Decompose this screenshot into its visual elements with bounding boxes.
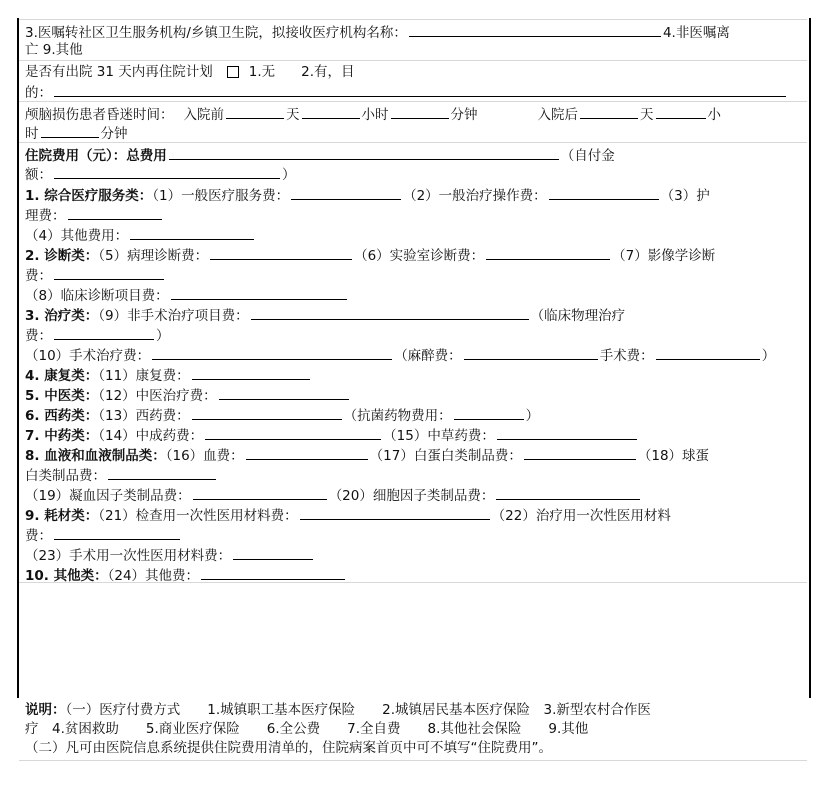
general-treatment-fee-label: （2）一般治疗操作费： [403,188,547,204]
discharge-other: 亡 9.其他 [25,42,83,58]
category-8-line-2 [25,465,807,484]
readmit-purpose-field[interactable] [54,82,786,97]
coma-day-unit: 天 [640,107,654,123]
self-pay-field[interactable] [54,164,280,179]
physio-fee-field[interactable] [54,325,154,340]
other-fee-label: （24）其他费： [107,568,200,584]
surgery-material-fee-field[interactable] [233,545,313,560]
category-4-line [25,365,807,384]
category-9-line [25,505,807,524]
western-drug-fee-field[interactable] [192,405,342,420]
antibiotic-fee-label: （抗菌药物费用： [343,408,452,424]
category-8-line-3 [25,485,807,504]
pathology-fee-field[interactable] [210,245,352,260]
other-service-fee-field[interactable] [130,225,254,240]
exam-material-fee-field[interactable] [300,505,490,520]
category-2-line-2 [25,265,807,284]
other-service-fee-label: （4）其他费用： [25,228,129,244]
coma-line [25,104,807,123]
coma-day-unit: 天 [286,107,300,123]
imaging-fee-label-2: 费： [25,268,52,284]
receiving-hospital-field[interactable] [409,22,661,37]
category-1-line-3 [25,225,807,244]
self-pay-label-2: 额： [25,167,52,183]
coma-hour-unit-wrap: 小 [707,107,721,123]
physio-close: ） [156,328,170,344]
coma-hour-unit: 小时 [361,107,389,123]
operation-fee-label: 手术费： [599,348,654,364]
physio-fee-label: （临床物理治疗 [530,308,626,324]
treatment-material-fee-label: （22）治疗用一次性医用材料 [491,508,671,524]
total-fee-line [25,145,807,164]
exam-material-fee-label: （21）检查用一次性医用材料费： [98,508,298,524]
readmit-purpose-line [25,82,807,101]
surgical-fee-label: （10）手术治疗费： [25,348,151,364]
herbal-fee-label: （15）中草药费： [383,428,495,444]
category-1-line [25,185,807,204]
lab-fee-field[interactable] [486,245,610,260]
discharge-line-2 [25,41,807,60]
cytokine-fee-field[interactable] [496,485,640,500]
category-10-title: 10. 其他类： [25,568,108,584]
category-6-title: 6. 西药类： [25,408,99,424]
tcm-treatment-fee-field[interactable] [219,385,349,400]
western-drug-fee-label: （13）西药费： [98,408,190,424]
category-2-line [25,245,807,264]
surgical-fee-field[interactable] [152,345,392,360]
coagulation-fee-field[interactable] [193,485,327,500]
treatment-material-fee-label-2: 费： [25,528,52,544]
rehab-fee-label: （11）康复费： [98,368,190,384]
globulin-fee-field[interactable] [108,465,216,480]
non-surgical-fee-label: （9）非手术治疗项目费： [98,308,249,324]
other-fee-field[interactable] [201,565,345,580]
blood-fee-field[interactable] [246,445,368,460]
general-service-fee-label: （1）一般医疗服务费： [152,188,290,204]
total-fee-field[interactable] [169,145,559,160]
coma-label: 颅脑损伤患者昏迷时间： [25,107,174,123]
coma-hour-unit-wrap-2: 时 [25,126,39,142]
albumin-fee-field[interactable] [524,445,636,460]
treatment-material-fee-field[interactable] [54,525,180,540]
nursing-fee-label: （3）护 [660,188,710,204]
category-7-line [25,425,807,444]
globulin-fee-label: （18）球蛋 [637,448,710,464]
category-3-title: 3. 治疗类： [25,308,99,324]
coma-before-hours-field[interactable] [302,104,360,119]
patent-medicine-fee-label: （14）中成药费： [98,428,204,444]
notes-label: 说明： [25,702,66,718]
notes-line-1 [25,701,807,720]
coma-line-2 [25,123,807,142]
category-5-line [25,385,807,404]
albumin-fee-label: （17）白蛋白类制品费： [369,448,522,464]
self-pay-close: ） [282,167,296,183]
category-4-title: 4. 康复类： [25,368,99,384]
coma-minute-unit: 分钟 [100,126,128,142]
coma-after-hours-field[interactable] [656,104,706,119]
category-9-line-2 [25,525,807,544]
category-10-line [25,565,807,584]
discharge-line [25,22,807,41]
coma-after-label: 入院后 [537,107,578,123]
coma-minute-unit: 分钟 [450,107,478,123]
total-fee-label: 住院费用（元）：总费用 [25,148,167,164]
readmit-option-yes: 2.有，目 [301,64,355,80]
readmit-line [25,63,807,82]
category-6-line [25,405,807,424]
clinical-diag-fee-field[interactable] [171,285,347,300]
coma-after-minutes-field[interactable] [41,123,99,138]
blood-fee-label: （16）血费： [165,448,244,464]
self-pay-line [25,164,807,183]
category-5-title: 5. 中医类： [25,388,99,404]
row-divider [19,142,807,143]
cytokine-fee-label: （20）细胞因子类制品费： [328,488,495,504]
tcm-treatment-fee-label: （12）中医治疗费： [98,388,217,404]
globulin-fee-label-2: 白类制品费： [25,468,106,484]
coma-before-minutes-field[interactable] [391,104,449,119]
category-2-title: 2. 诊断类： [25,248,99,264]
discharge-tail: 4.非医嘱离 [662,25,730,41]
clinical-diag-fee-label: （8）临床诊断项目费： [25,288,169,304]
discharge-text: 3.医嘱转社区卫生服务机构/乡镇卫生院，拟接收医疗机构名称： [25,25,407,41]
row-divider [19,60,807,61]
readmit-question: 是否有出院 31 天内再住院计划 [25,64,213,80]
category-9-title: 9. 耗材类： [25,508,99,524]
general-service-fee-field[interactable] [291,185,401,200]
category-3-line [25,305,807,324]
general-treatment-fee-field[interactable] [549,185,659,200]
row-divider [19,19,807,20]
category-7-title: 7. 中药类： [25,428,99,444]
category-1-line-2 [25,205,807,224]
row-divider [19,101,807,102]
anesthesia-fee-field[interactable] [464,345,598,360]
readmit-checkbox[interactable] [227,66,239,78]
nursing-fee-label-2: 理费： [25,208,66,224]
non-surgical-fee-field[interactable] [251,305,529,320]
self-pay-label: （自付金 [560,148,615,164]
nursing-fee-field[interactable] [68,205,162,220]
imaging-fee-field[interactable] [54,265,164,280]
notes-payment-methods-2: 疗 4.贫困救助 5.商业医疗保险 6.全公费 7.全自费 8.其他社会保险 9.其他 [25,721,589,737]
notes-fee-list: （二）凡可由医院信息系统提供住院费用清单的，住院病案首页中可不填写“住院费用”。 [25,740,552,756]
category-8-line [25,445,807,464]
anesthesia-fee-label: （麻醉费： [394,348,462,364]
operation-fee-field[interactable] [656,345,760,360]
notes-line-3 [25,739,807,758]
category-1-title: 1. 综合医疗服务类： [25,188,153,204]
patent-medicine-fee-field[interactable] [205,425,381,440]
antibiotic-close: ） [525,408,540,424]
coma-before-days-field[interactable] [226,104,284,119]
physio-fee-label-2: 费： [25,328,52,344]
category-3-line-3 [25,345,807,364]
readmit-purpose-label: 的： [25,85,52,101]
coagulation-fee-label: （19）凝血因子类制品费： [25,488,191,504]
notes-line-2 [25,720,807,739]
surgical-close: ） [761,348,776,364]
category-9-line-3 [25,545,807,564]
category-8-title: 8. 血液和血液制品类： [25,448,166,464]
imaging-fee-label: （7）影像学诊断 [612,248,716,264]
category-3-line-2 [25,325,807,344]
notes-payment-methods: （一）医疗付费方式 1.城镇职工基本医疗保险 2.城镇居民基本医疗保险 3.新型农村合作医 [65,702,651,718]
category-2-line-3 [25,285,807,304]
herbal-fee-field[interactable] [497,425,637,440]
coma-after-days-field[interactable] [580,104,638,119]
rehab-fee-field[interactable] [192,365,310,380]
readmit-option-no: 1.无 [248,64,276,80]
lab-fee-label: （6）实验室诊断费： [354,248,485,264]
coma-before-label: 入院前 [183,107,224,123]
pathology-fee-label: （5）病理诊断费： [98,248,209,264]
surgery-material-fee-label: （23）手术用一次性医用材料费： [25,548,232,564]
antibiotic-fee-field[interactable] [454,405,524,420]
